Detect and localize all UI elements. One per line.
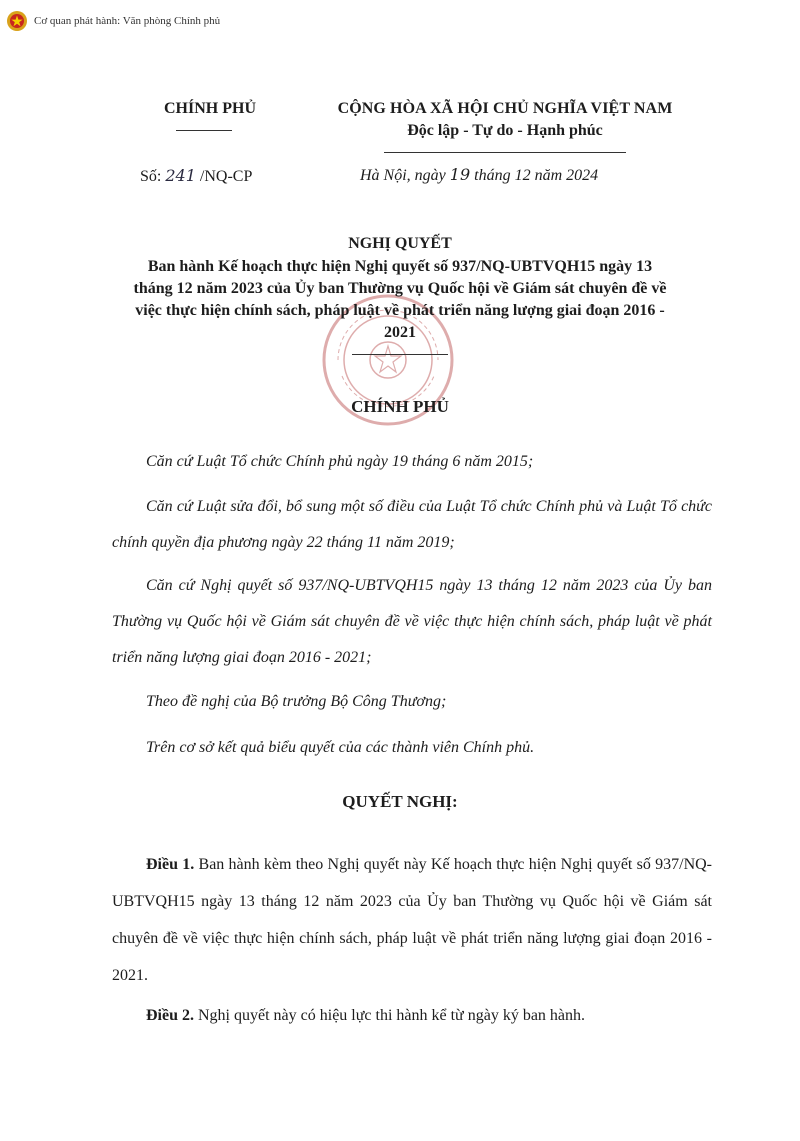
legal-basis-2: Căn cứ Luật sửa đổi, bổ sung một số điều của Luật Tổ chức Chính phủ và Luật Tổ chức chính quyền địa phương ngày 22 tháng 11 năm 2019; (112, 498, 712, 551)
state-emblem-icon (6, 10, 28, 32)
subject-underline (352, 354, 448, 355)
legal-basis-3: Căn cứ Nghị quyết số 937/NQ-UBTVQH15 ngày 13 tháng 12 năm 2023 của Ủy ban Thường vụ Quốc hội về Giám sát chuyên đề về việc thực hiện chính sách, pháp luật về phát triển năng lượng giai đoạn 2016 - 2021; (112, 577, 712, 666)
motto-underline (384, 152, 626, 153)
date-suffix: tháng 12 năm 2024 (470, 167, 599, 184)
article-1 (112, 846, 712, 994)
legal-basis-5: Trên cơ sở kết quả biểu quyết của các thành viên Chính phủ. (146, 739, 535, 756)
agency-underline (176, 130, 232, 131)
handwritten-day: 19 (449, 165, 471, 184)
date-prefix: Hà Nội, ngày (360, 167, 450, 184)
document-subject: Ban hành Kế hoạch thực hiện Nghị quyết số 937/NQ-UBTVQH15 ngày 13 tháng 12 năm 2023 của Ủy ban Thường vụ Quốc hội về Giám sát chuyên đề về việc thực hiện chính sách, pháp luật về phát triển năng lượng giai đoạn 2016 - 2021 (133, 258, 667, 341)
article-1-label: Điều 1. (146, 856, 195, 873)
number-prefix: Số: (140, 168, 166, 185)
document-type: NGHỊ QUYẾT (348, 235, 452, 252)
legal-basis-1: Căn cứ Luật Tổ chức Chính phủ ngày 19 tháng 6 năm 2015; (146, 453, 534, 470)
article-1-text: Ban hành kèm theo Nghị quyết này Kế hoạch thực hiện Nghị quyết số 937/NQ-UBTVQH15 ngày 13 tháng 12 năm 2023 của Ủy ban Thường vụ Quốc hội về Giám sát chuyên đề về việc thực hiện chính sách, pháp luật về phát triển năng lượng giai đoạn 2016 - 2021. (112, 856, 713, 984)
article-2 (112, 998, 712, 1034)
national-title: CỘNG HÒA XÃ HỘI CHỦ NGHĨA VIỆT NAM (337, 100, 673, 117)
document-number (140, 166, 252, 186)
national-motto: Độc lập - Tự do - Hạnh phúc (407, 122, 603, 139)
agency-name: CHÍNH PHỦ (164, 100, 256, 117)
article-2-text: Nghị quyết này có hiệu lực thi hành kể từ ngày ký ban hành. (194, 1007, 586, 1024)
handwritten-number: 241 (165, 166, 196, 185)
issuing-authority: CHÍNH PHỦ (351, 397, 449, 416)
decision-heading: QUYẾT NGHỊ: (342, 792, 458, 811)
legal-basis-4: Theo đề nghị của Bộ trưởng Bộ Công Thương; (146, 693, 447, 710)
article-2-label: Điều 2. (146, 1007, 194, 1024)
place-date (360, 165, 598, 185)
issuer-bar (6, 10, 220, 32)
number-suffix: /NQ-CP (195, 168, 253, 185)
issuer-label: Cơ quan phát hành: Văn phòng Chính phủ (34, 15, 221, 27)
